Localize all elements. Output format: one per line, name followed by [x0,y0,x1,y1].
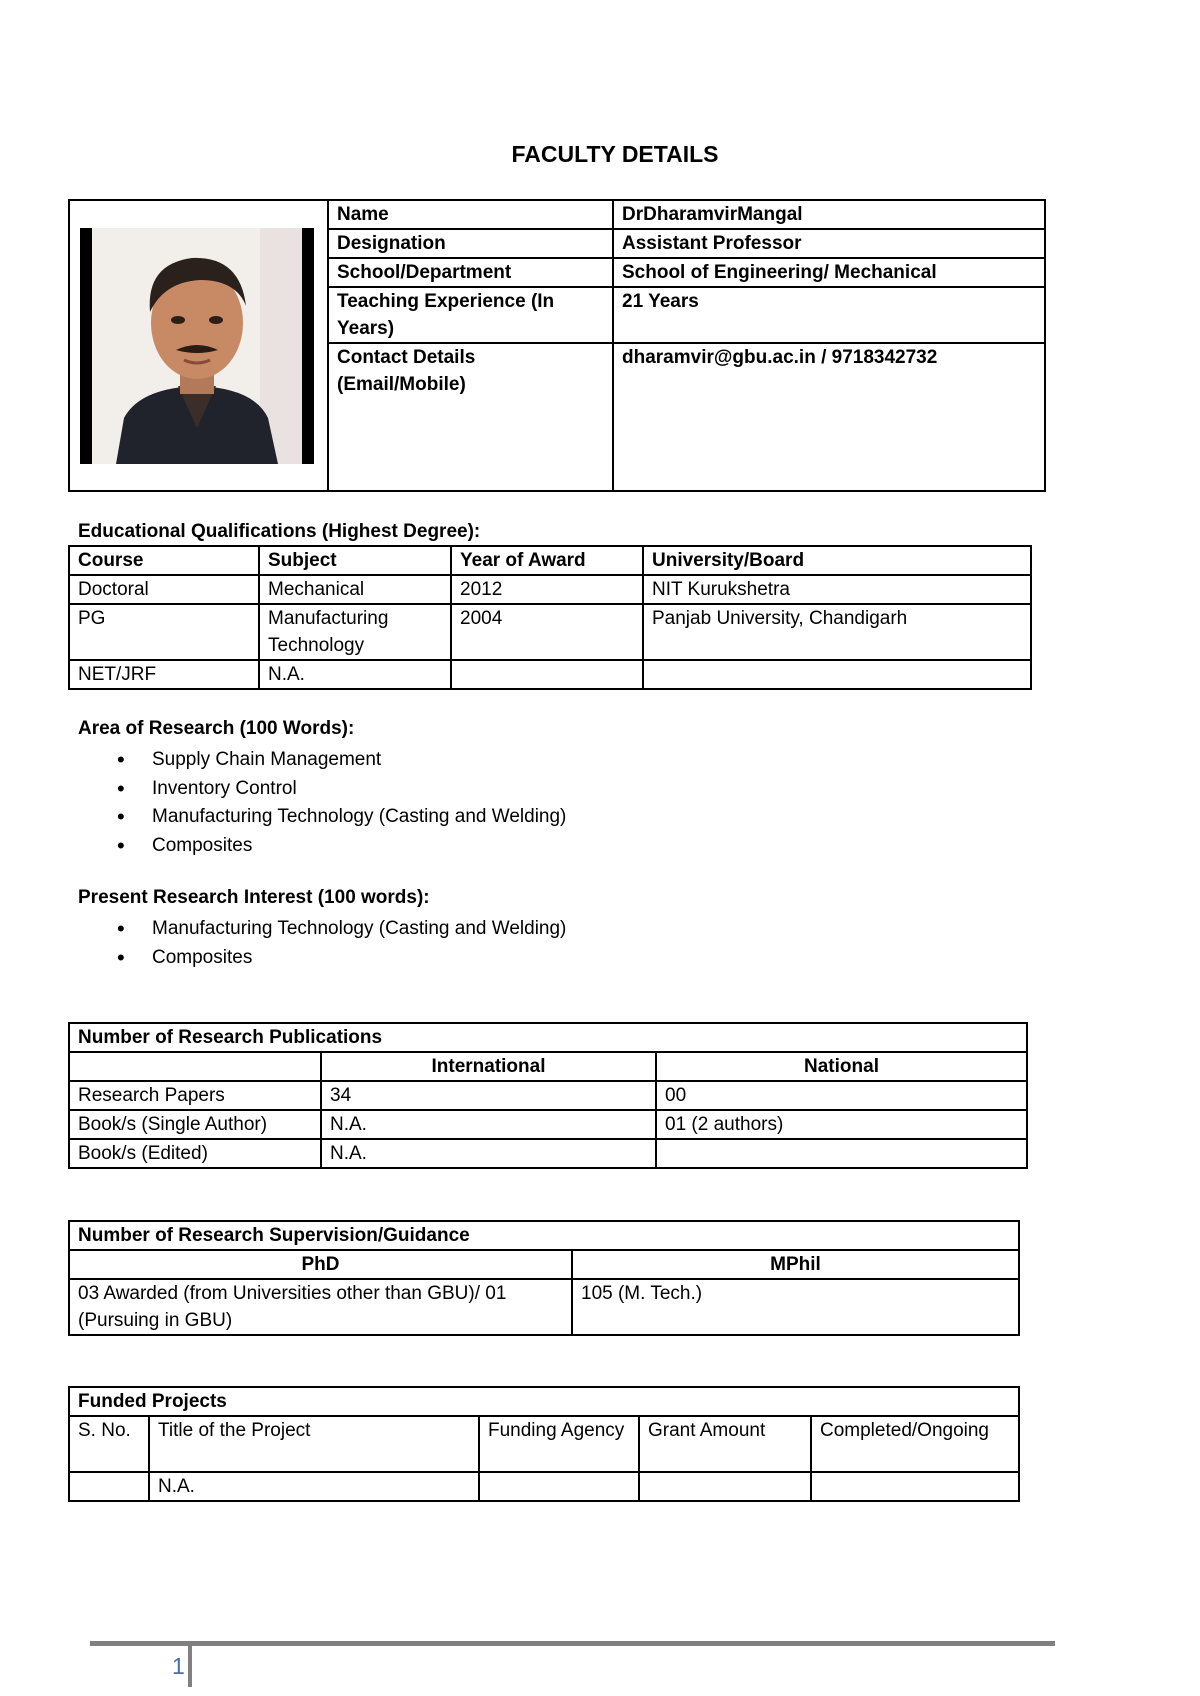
education-cell: NIT Kurukshetra [643,575,1031,604]
education-header: Subject [259,546,451,575]
education-cell: PG [69,604,259,660]
profile-value: DrDharamvirMangal [613,200,1045,229]
list-item: • Supply Chain Management [78,746,566,775]
projects-header: Funding Agency [479,1416,639,1472]
supervision-header: MPhil [572,1250,1019,1279]
publications-header: National [656,1052,1027,1081]
supervision-title: Number of Research Supervision/Guidance [69,1221,1019,1250]
education-cell [451,660,643,689]
publications-title: Number of Research Publications [69,1023,1027,1052]
education-cell: Mechanical [259,575,451,604]
education-cell: 2004 [451,604,643,660]
publications-cell: Book/s (Edited) [69,1139,321,1168]
projects-header: S. No. [69,1416,149,1472]
education-table [68,545,1032,690]
projects-cell [479,1472,639,1501]
profile-label: Name [328,200,613,229]
publications-header [69,1052,321,1081]
publications-table [68,1022,1028,1169]
profile-value: Assistant Professor [613,229,1045,258]
education-header: Course [69,546,259,575]
research-interest-heading: Present Research Interest (100 words): [78,887,430,908]
profile-label: Contact Details (Email/Mobile) [328,343,613,491]
publications-cell: 00 [656,1081,1027,1110]
faculty-photo [80,228,314,464]
list-item: • Composites [78,832,566,861]
profile-value: School of Engineering/ Mechanical [613,258,1045,287]
projects-header: Completed/Ongoing [811,1416,1019,1472]
projects-table [68,1386,1020,1502]
projects-cell: N.A. [149,1472,479,1501]
education-cell: NET/JRF [69,660,259,689]
projects-title: Funded Projects [69,1387,1019,1416]
profile-value: 21 Years [613,287,1045,343]
education-cell: Panjab University, Chandigarh [643,604,1031,660]
publications-cell: N.A. [321,1139,656,1168]
education-cell: Manufacturing Technology [259,604,451,660]
profile-label: Designation [328,229,613,258]
education-cell: N.A. [259,660,451,689]
portrait-image [80,228,314,464]
publications-cell: Book/s (Single Author) [69,1110,321,1139]
footer-rule [90,1641,1055,1646]
education-cell [643,660,1031,689]
profile-label: School/Department [328,258,613,287]
publications-cell: N.A. [321,1110,656,1139]
publications-cell: 34 [321,1081,656,1110]
page-title: FACULTY DETAILS [511,141,719,167]
supervision-cell: 03 Awarded (from Universities other than GBU)/ 01 (Pursuing in GBU) [69,1279,572,1335]
education-heading: Educational Qualifications (Highest Degree): [78,521,481,542]
page-number: 1 [172,1653,185,1679]
projects-cell [69,1472,149,1501]
publications-cell [656,1139,1027,1168]
list-item: • Composites [78,944,566,973]
projects-header: Grant Amount [639,1416,811,1472]
research-area-heading: Area of Research (100 Words): [78,718,355,739]
research-interest-list [78,915,566,972]
publications-cell: 01 (2 authors) [656,1110,1027,1139]
research-area-list [78,746,566,860]
supervision-cell: 105 (M. Tech.) [572,1279,1019,1335]
education-header: Year of Award [451,546,643,575]
list-item: • Manufacturing Technology (Casting and Welding) [78,915,566,944]
profile-table [68,199,1046,492]
projects-cell [811,1472,1019,1501]
list-item: • Manufacturing Technology (Casting and Welding) [78,803,566,832]
supervision-header: PhD [69,1250,572,1279]
projects-header: Title of the Project [149,1416,479,1472]
education-cell: Doctoral [69,575,259,604]
projects-cell [639,1472,811,1501]
publications-header: International [321,1052,656,1081]
photo-cell [69,200,328,491]
supervision-table [68,1220,1020,1336]
footer-divider [188,1641,192,1687]
profile-label: Teaching Experience (In Years) [328,287,613,343]
list-item: • Inventory Control [78,775,566,804]
education-header: University/Board [643,546,1031,575]
publications-cell: Research Papers [69,1081,321,1110]
profile-value: dharamvir@gbu.ac.in / 9718342732 [613,343,1045,491]
education-cell: 2012 [451,575,643,604]
